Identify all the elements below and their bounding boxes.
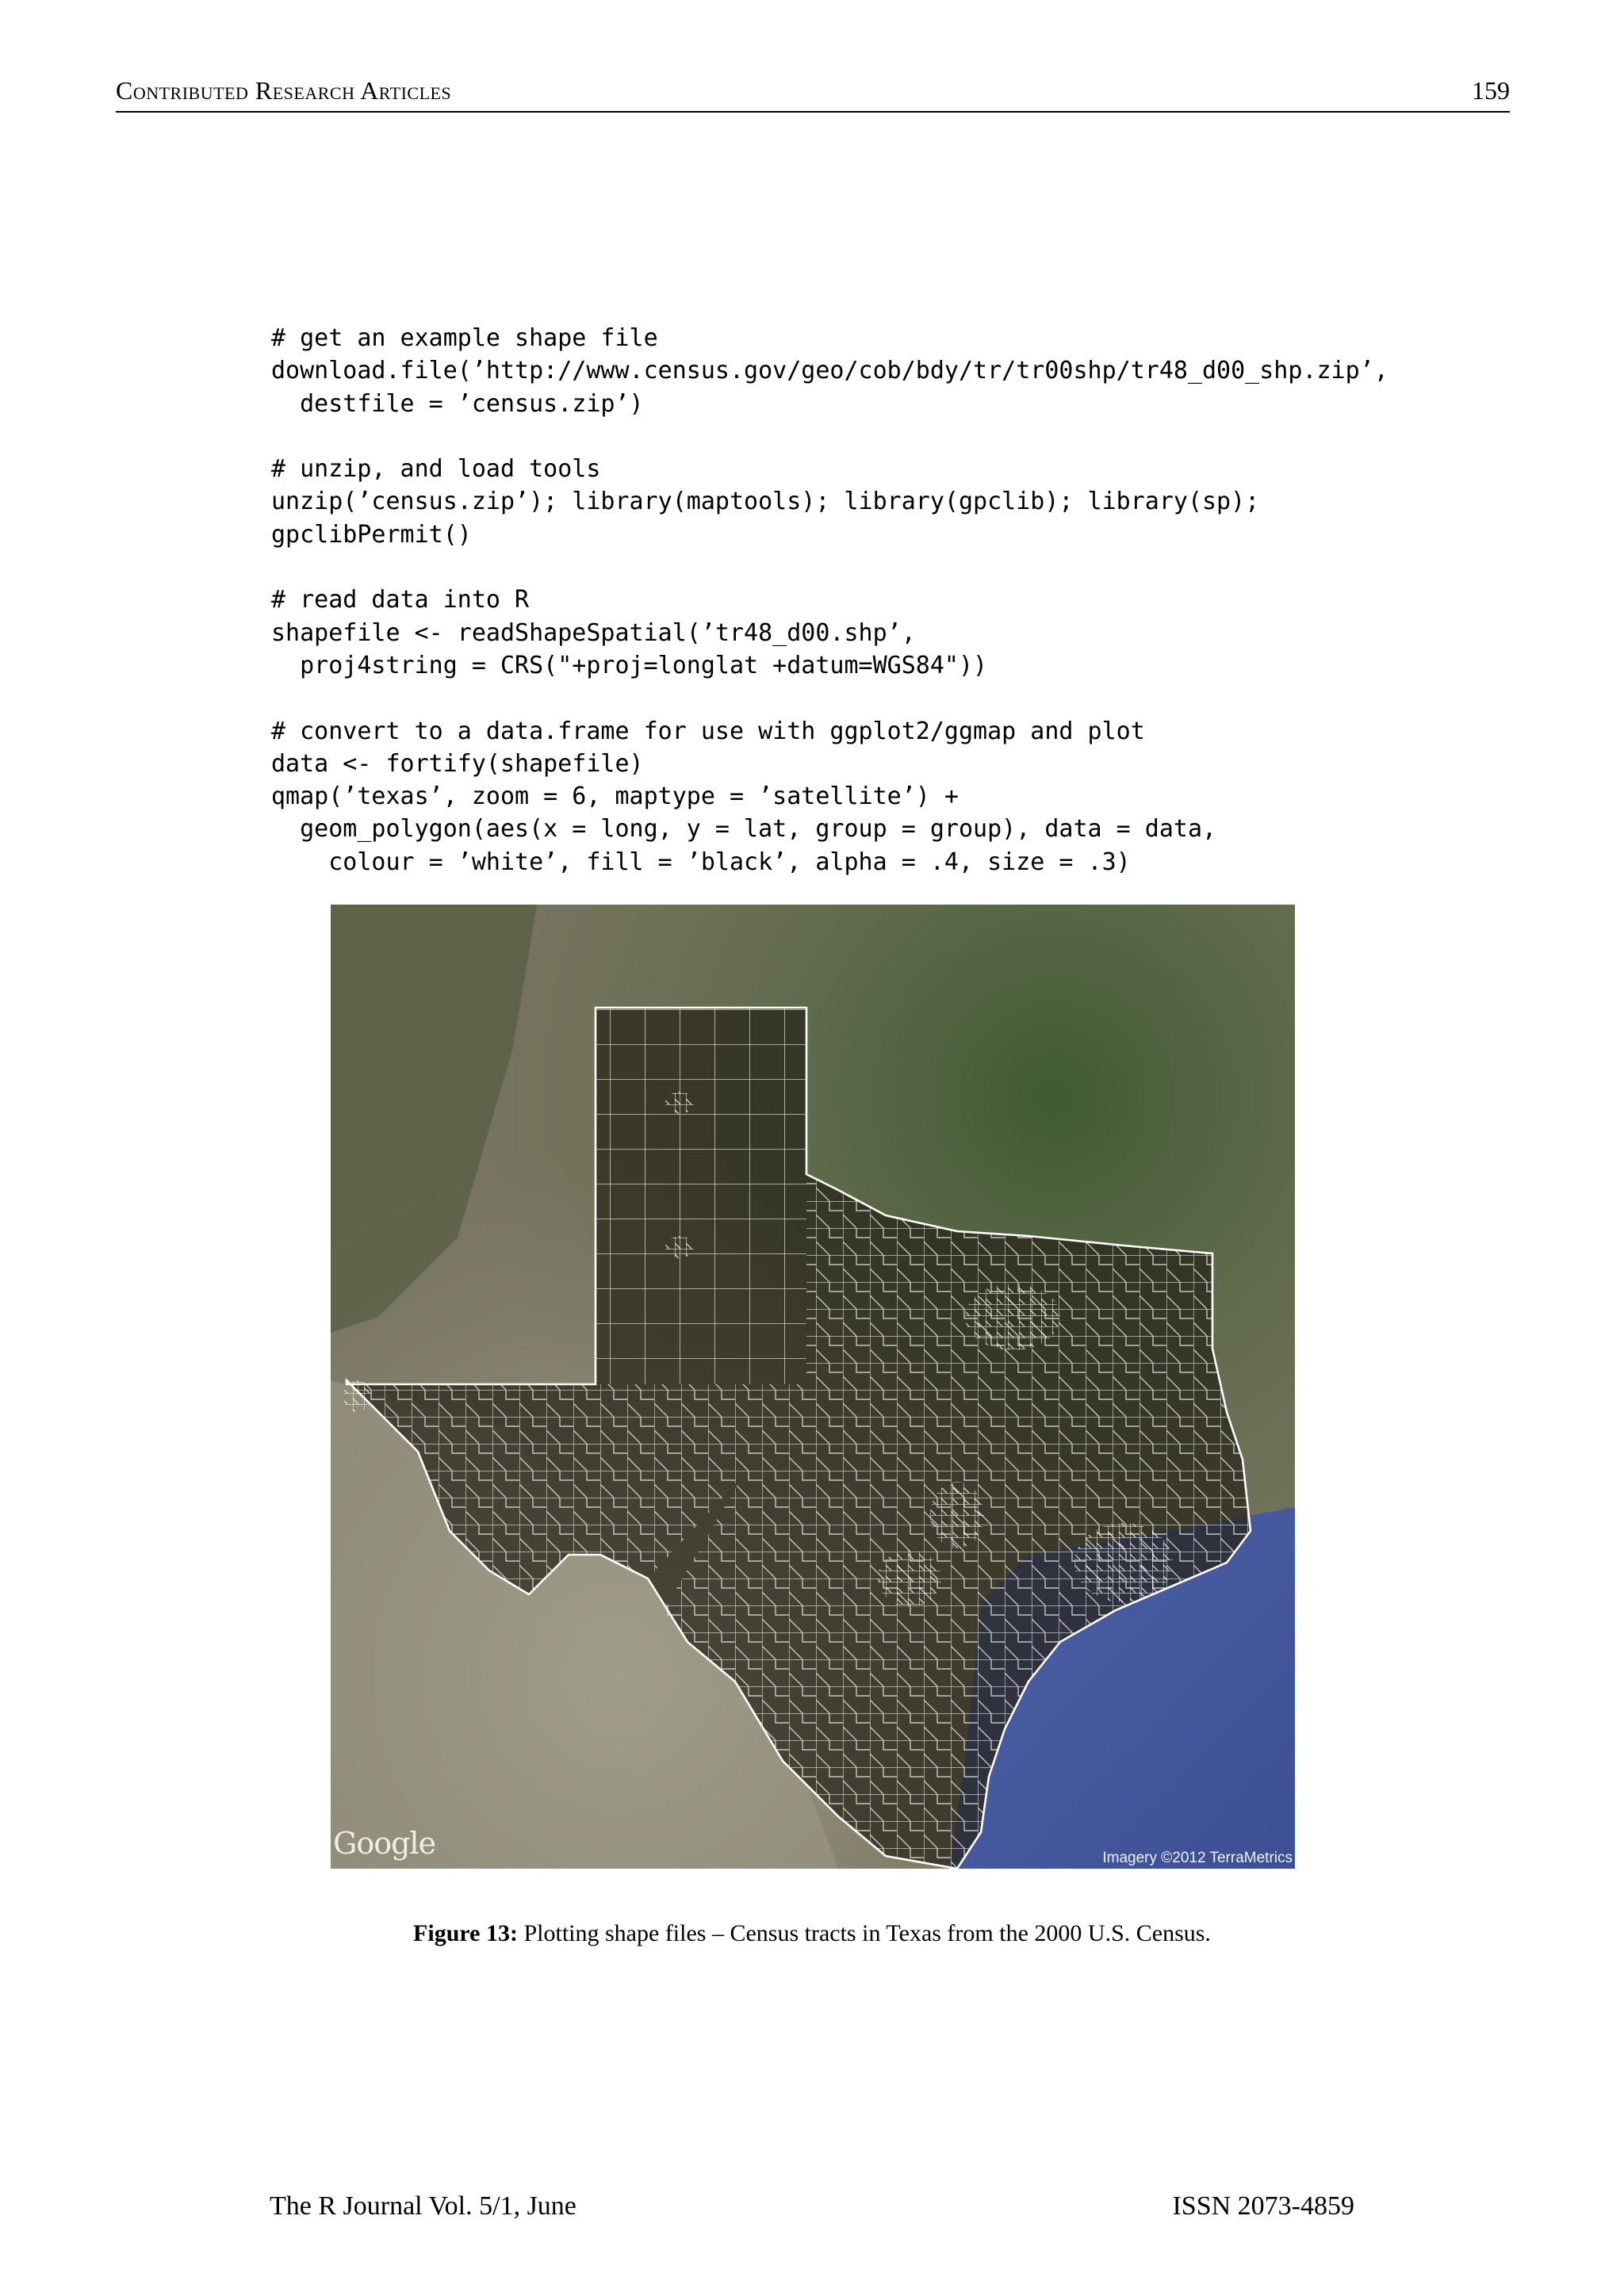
el-paso-tracts [343, 1380, 372, 1412]
code-line [271, 682, 1388, 714]
page-number: 159 [1472, 76, 1510, 105]
code-line: proj4string = CRS("+proj=longlat +datum=WGS84")) [271, 651, 988, 679]
code-line: data <- fortify(shapefile) [271, 749, 644, 778]
code-line: qmap(’texas’, zoom = 6, maptype = ’satellite’) + [271, 783, 959, 811]
code-line: # convert to a data.frame for use with ggplot2/ggmap and plot [271, 717, 1145, 745]
austin-tracts [930, 1482, 984, 1548]
code-line: # get an example shape file [271, 324, 658, 352]
section-title: Contributed Research Articles [116, 76, 452, 105]
footer-journal: The R Journal Vol. 5/1, June [270, 2191, 576, 2221]
caption-text: Plotting shape files – Census tracts in Texas from the 2000 U.S. Census. [517, 1920, 1211, 1946]
amarillo-tracts [665, 1092, 694, 1114]
code-line: # read data into R [271, 586, 530, 614]
figure-caption [0, 1920, 1624, 1947]
footer-issn: ISSN 2073-4859 [1172, 2191, 1354, 2221]
running-header [116, 73, 1510, 113]
code-line: # unzip, and load tools [271, 455, 601, 484]
code-block [271, 322, 1388, 878]
imagery-credit: Imagery ©2012 TerraMetrics [1102, 1850, 1293, 1866]
dallas-tracts [965, 1284, 1060, 1350]
code-line: download.file(’http://www.census.gov/geo/cob/bdy/tr/tr00shp/tr48_d00_shp.zip’, [271, 357, 1388, 385]
texas-census-map [331, 905, 1295, 1869]
code-line: shapefile <- readShapeSpatial(’tr48_d00.shp’, [271, 618, 916, 647]
code-line: unzip(’census.zip’); library(maptools); library(gpclib); library(sp); [271, 488, 1260, 516]
houston-tracts [1074, 1523, 1173, 1602]
code-line [271, 420, 1388, 453]
google-watermark: Google [333, 1826, 436, 1861]
lubbock-tracts [665, 1236, 694, 1258]
code-line: destfile = ’census.zip’) [271, 389, 644, 418]
code-line: gpclibPermit() [271, 520, 472, 549]
code-line: colour = ’white’, fill = ’black’, alpha = .4, size = .3) [271, 848, 1131, 876]
satellite-map-figure [331, 905, 1295, 1869]
code-line [271, 551, 1388, 584]
caption-label: Figure 13: [413, 1920, 518, 1946]
code-line: geom_polygon(aes(x = long, y = lat, group = group), data = data, [271, 815, 1217, 844]
san-antonio-tracts [878, 1550, 941, 1607]
panhandle-grid [596, 1008, 806, 1384]
